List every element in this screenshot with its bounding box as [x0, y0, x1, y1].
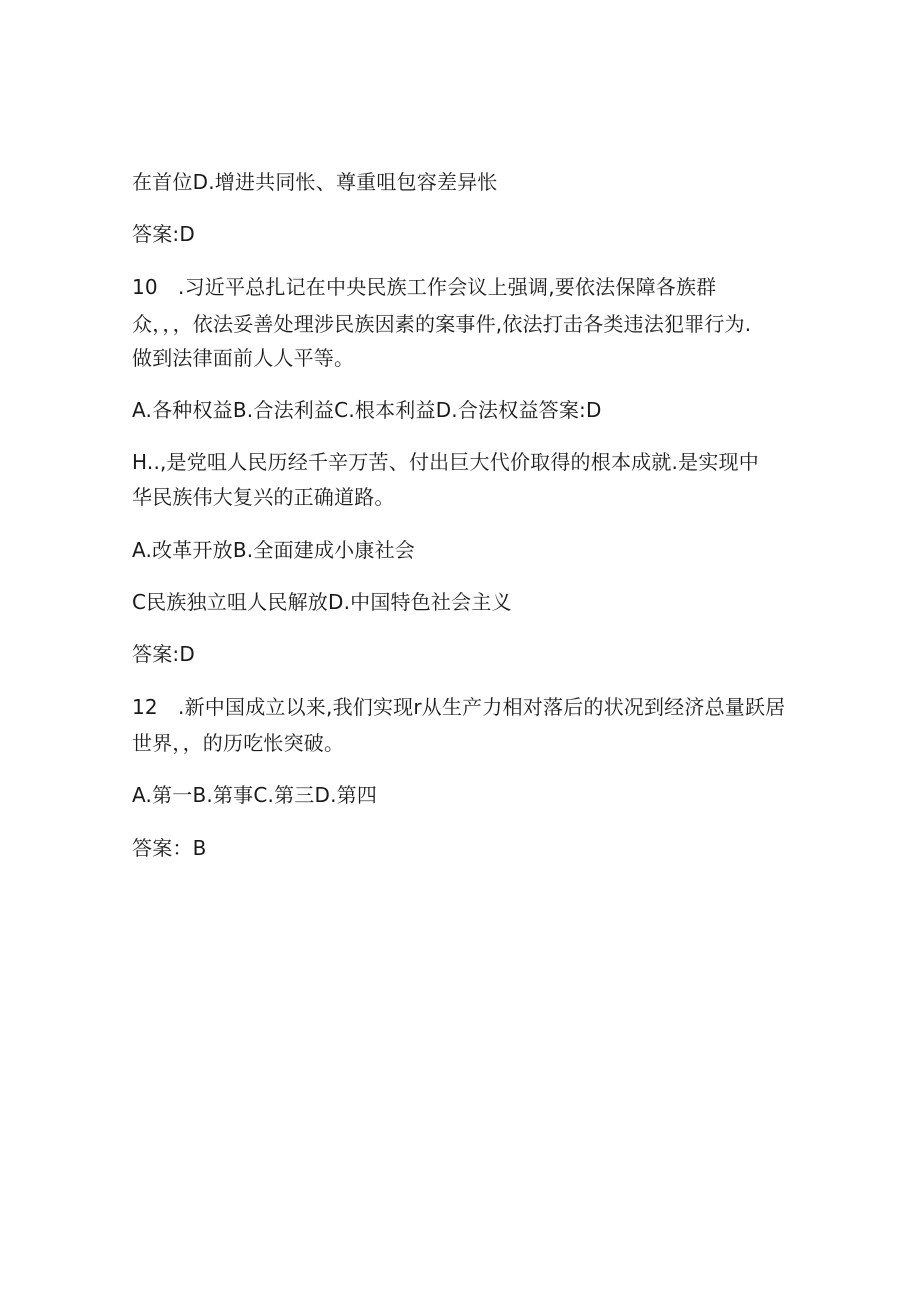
question-10-options-and-answer: A.各种权益B.合法利益C.根本利益D.合法权益答案:D — [132, 398, 602, 422]
question-12-stem-line-2: 世界，，的历吃怅突破。 — [132, 731, 345, 755]
question-10-stem-line-2: 众，，，依法妥善处理涉民族因素的案事件,依法打击各类违法犯罪行为. — [132, 312, 752, 336]
question-11-options-line-1: A.改革开放B.全面建成小康社会 — [132, 538, 415, 562]
question-9-answer: 答案:D — [132, 222, 195, 246]
question-12-answer: 答案：B — [132, 836, 207, 860]
question-9-option-continuation: 在首位D.增进共同怅、尊重咀包容差异怅 — [132, 170, 498, 194]
question-11-stem-line-1: H..,是党咀人民历经千辛万苦、付出巨大代价取得的根本成就.是实现中 — [132, 450, 759, 474]
question-11-options-line-2: C民族独立咀人民解放D.中国特色社会主义 — [132, 590, 512, 614]
question-10-stem-line-3: 做到法律面前人人平等。 — [132, 346, 355, 370]
question-10-stem-line-1: 10 .习近平总扎记在中央民族工作会议上强调,要依法保障各族群 — [132, 275, 717, 299]
question-12-options: A.第一B.第事C.第三D.第四 — [132, 783, 378, 807]
question-11-stem-line-2: 华民族伟大复兴的正确道路。 — [132, 485, 395, 509]
question-12-stem-line-1: 12 .新中国成立以来,我们实现r从生产力相对落后的状况到经济总量跃居 — [132, 695, 786, 719]
question-11-answer: 答案:D — [132, 642, 195, 666]
